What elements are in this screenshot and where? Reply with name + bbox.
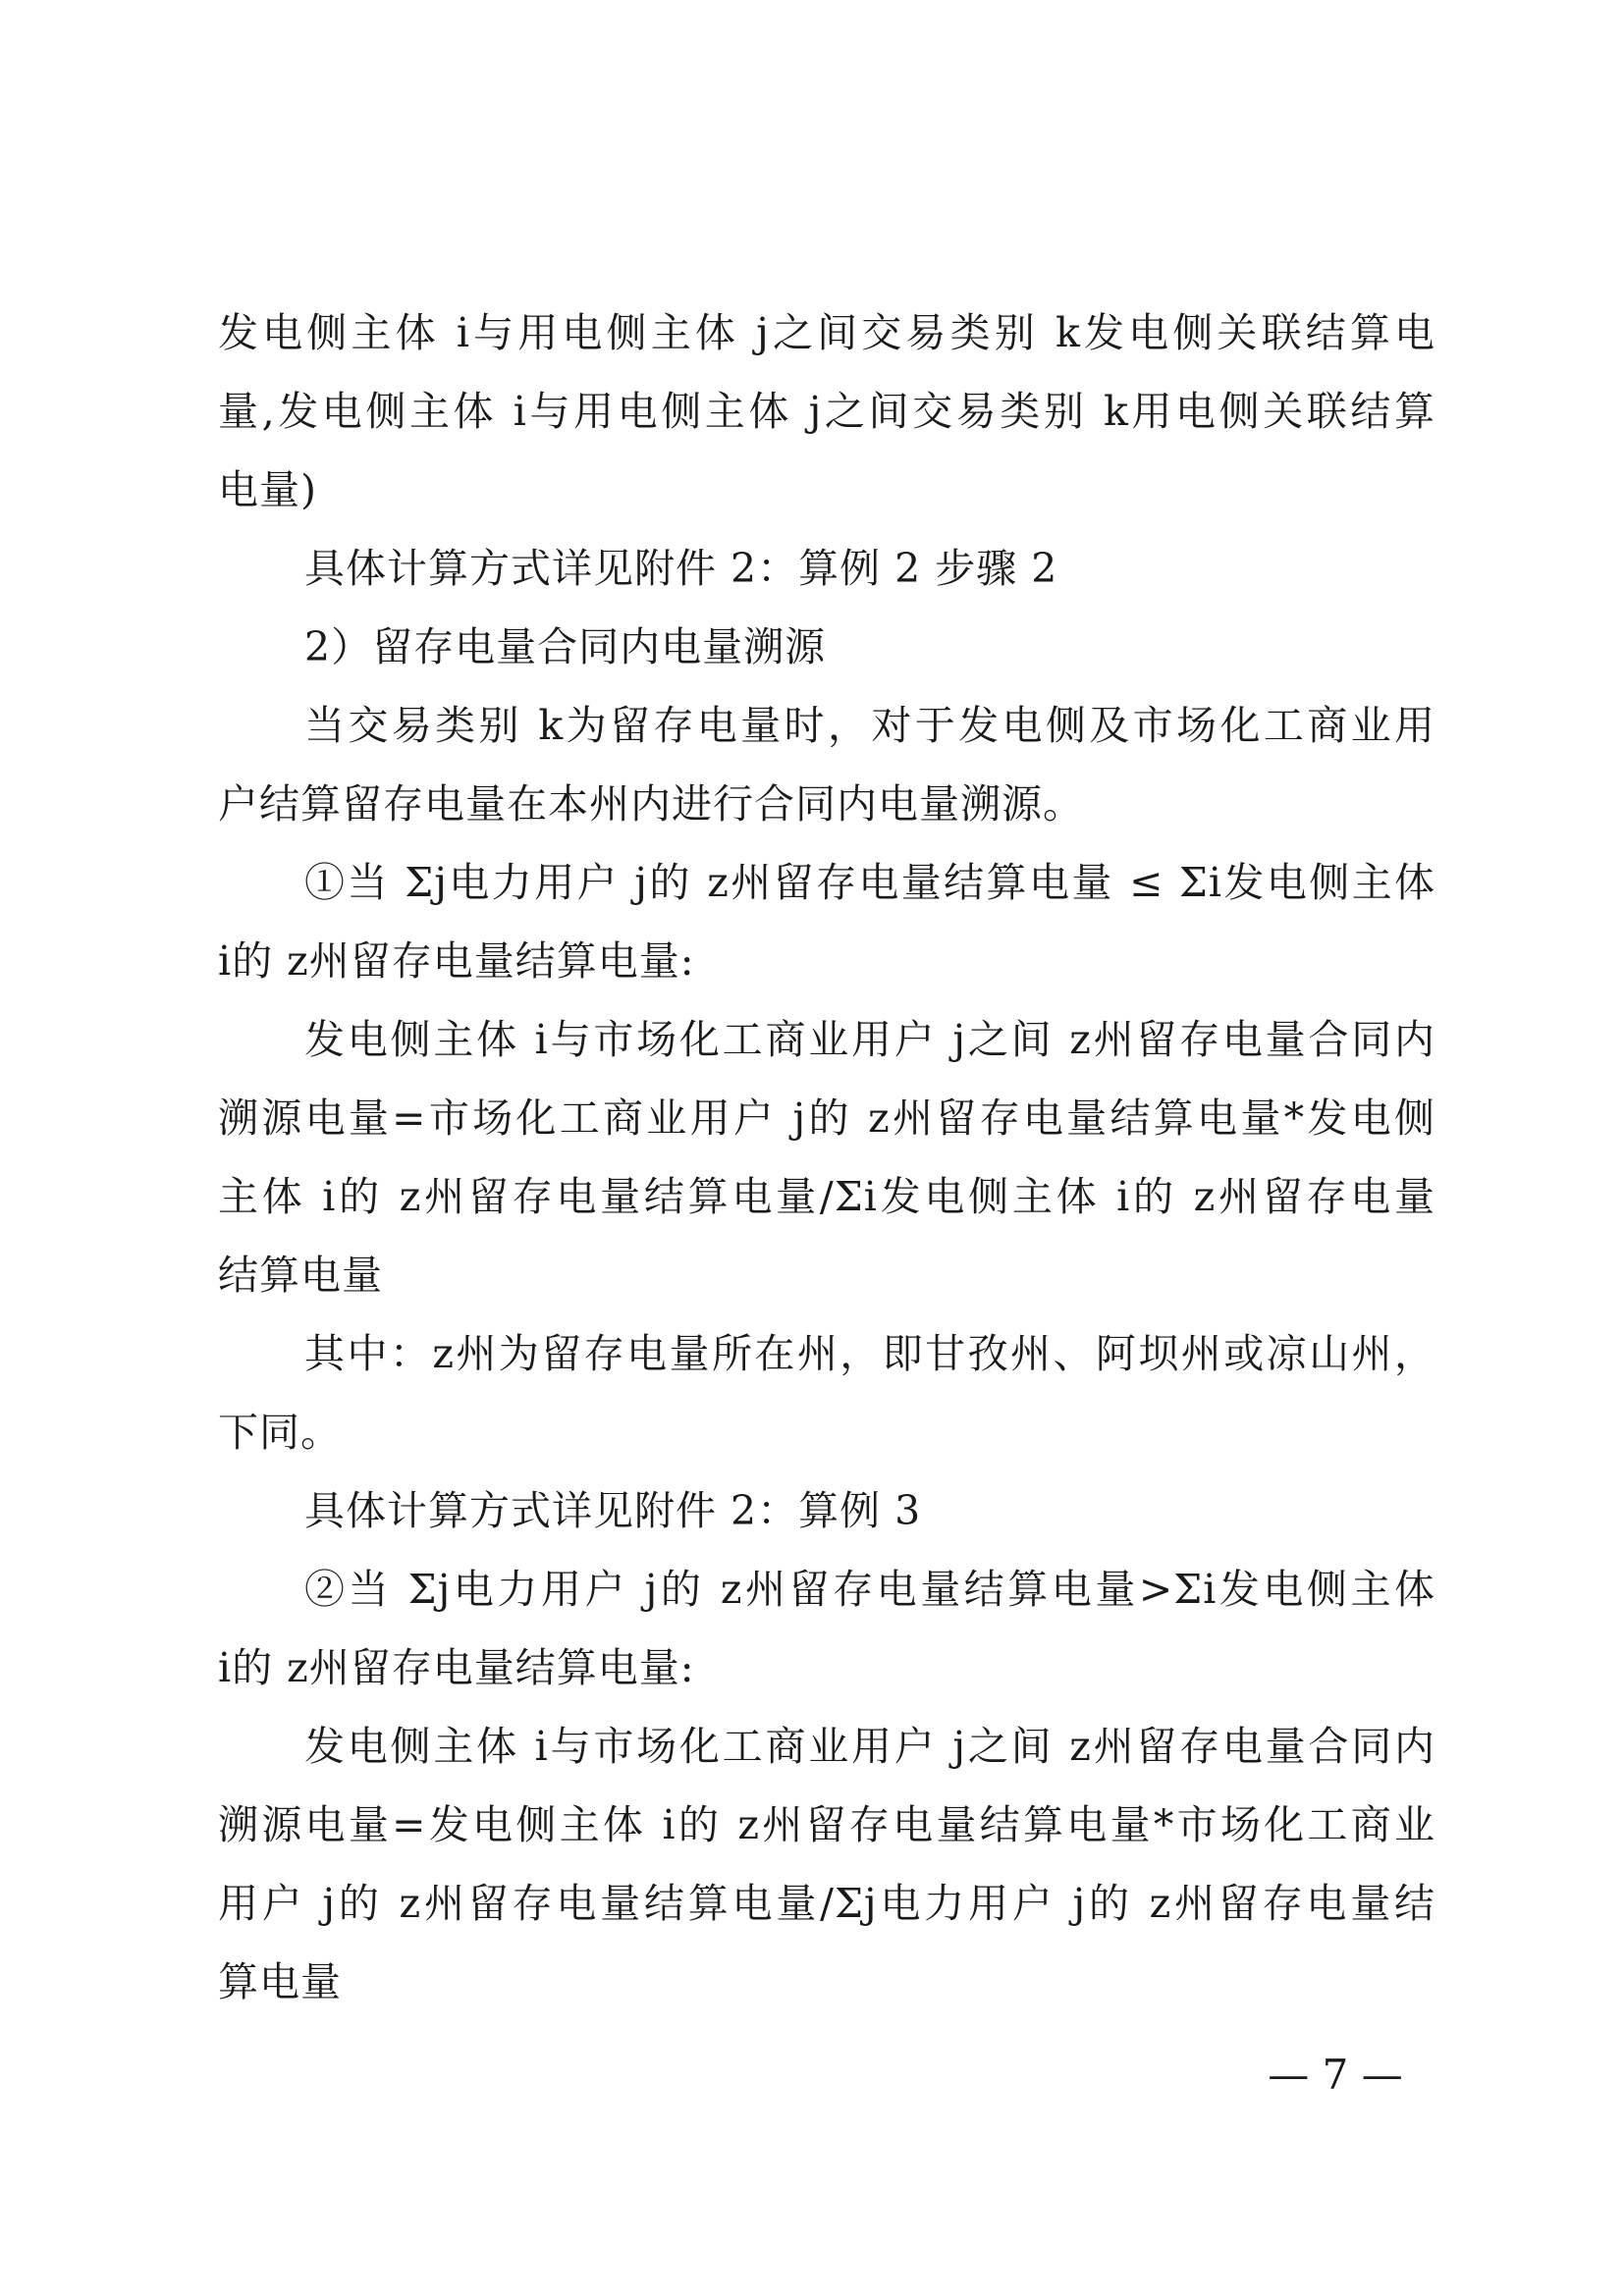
text-line-4: 具体计算方式详见附件 2：算例 2 步骤 2 bbox=[304, 545, 1058, 592]
text-line-17: ②当 Σj电力用户 j的 z州留存电量结算电量>Σi发电侧主体 bbox=[304, 1566, 1435, 1613]
text-line-11: 溯源电量=市场化工商业用户 j的 z州留存电量结算电量*发电侧 bbox=[218, 1095, 1435, 1142]
section-heading: 2）留存电量合同内电量溯源 bbox=[304, 623, 827, 670]
text-line-2: 量,发电侧主体 i与用电侧主体 j之间交易类别 k用电侧关联结算 bbox=[218, 388, 1435, 435]
text-line-10: 发电侧主体 i与市场化工商业用户 j之间 z州留存电量合同内 bbox=[304, 1016, 1435, 1063]
text-line-8: ①当 Σj电力用户 j的 z州留存电量结算电量 ≤ Σi发电侧主体 bbox=[304, 859, 1435, 906]
text-line-6: 当交易类别 k为留存电量时，对于发电侧及市场化工商业用 bbox=[304, 702, 1435, 749]
text-line-20: 溯源电量=发电侧主体 i的 z州留存电量结算电量*市场化工商业 bbox=[218, 1801, 1435, 1848]
text-line-9: i的 z州留存电量结算电量: bbox=[218, 937, 695, 985]
text-line-1: 发电侧主体 i与用电侧主体 j之间交易类别 k发电侧关联结算电 bbox=[218, 309, 1435, 356]
text-line-14: 其中：z州为留存电量所在州，即甘孜州、阿坝州或凉山州， bbox=[304, 1330, 1435, 1377]
page-number: — 7 — bbox=[1268, 2051, 1403, 2099]
text-line-3: 电量) bbox=[218, 466, 317, 513]
text-line-19: 发电侧主体 i与市场化工商业用户 j之间 z州留存电量合同内 bbox=[304, 1723, 1435, 1770]
text-line-13: 结算电量 bbox=[218, 1252, 383, 1299]
text-line-7: 户结算留存电量在本州内进行合同内电量溯源。 bbox=[218, 780, 1084, 828]
text-line-12: 主体 i的 z州留存电量结算电量/Σi发电侧主体 i的 z州留存电量 bbox=[218, 1173, 1435, 1220]
text-line-16: 具体计算方式详见附件 2：算例 3 bbox=[304, 1487, 922, 1534]
text-line-22: 算电量 bbox=[218, 1958, 342, 2005]
text-line-21: 用户 j的 z州留存电量结算电量/Σj电力用户 j的 z州留存电量结 bbox=[218, 1880, 1435, 1927]
text-line-18: i的 z州留存电量结算电量: bbox=[218, 1644, 695, 1691]
text-line-15: 下同。 bbox=[218, 1409, 342, 1456]
